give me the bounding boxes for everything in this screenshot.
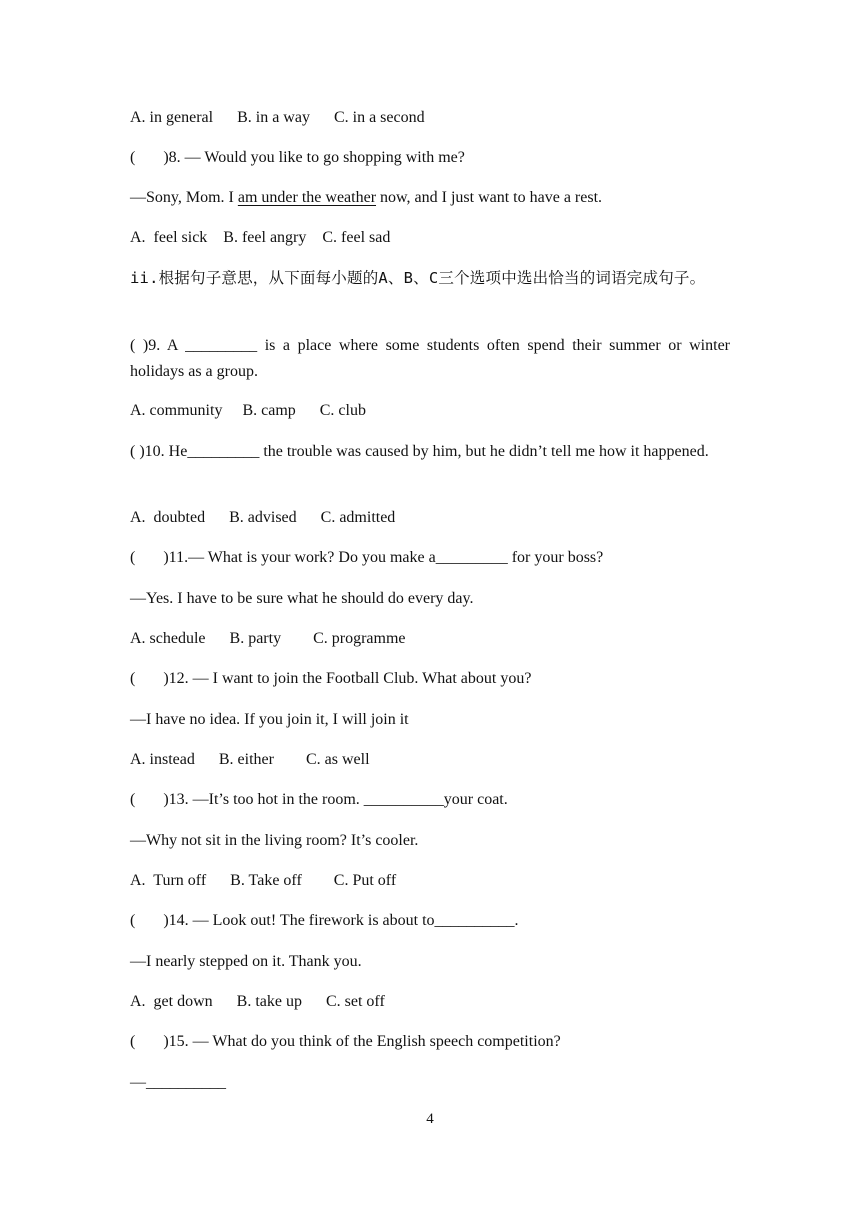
options-q14: A. get down B. take up C. set off: [130, 993, 385, 1010]
question-11: ( )11.— What is your work? Do you make a_________ for your boss?: [130, 549, 604, 566]
answer-q14: —I nearly stepped on it. Thank you.: [130, 953, 362, 970]
answer-q11: —Yes. I have to be sure what he should do every day.: [130, 590, 474, 607]
answer-q13: —Why not sit in the living room? It’s cooler.: [130, 832, 419, 849]
question-8: ( )8. — Would you like to go shopping with me?: [130, 149, 465, 166]
options-q9: A. community B. camp C. club: [130, 402, 366, 419]
options-q8: A. feel sick B. feel angry C. feel sad: [130, 229, 391, 246]
options-q13: A. Turn off B. Take off C. Put off: [130, 872, 397, 889]
options-q11: A. schedule B. party C. programme: [130, 630, 406, 647]
options-q12: A. instead B. either C. as well: [130, 751, 370, 768]
answer-q8-post: now, and I just want to have a rest.: [376, 189, 603, 206]
answer-q8-pre: —Sony, Mom. I: [130, 189, 238, 206]
options-q10: A. doubted B. advised C. admitted: [130, 509, 396, 526]
page-number: 4: [426, 1111, 434, 1127]
answer-q15: —__________: [130, 1074, 226, 1091]
section-heading-ii: ii.根据句子意思，从下面每小题的A、B、C三个选项中选出恰当的词语完成句子。: [130, 269, 706, 287]
question-14: ( )14. — Look out! The firework is about to__________.: [130, 912, 519, 929]
answer-q12: —I have no idea. If you join it, I will join it: [130, 711, 409, 728]
question-9: ( )9. A _________ is a place where some students often spend their summer or winter holidays as a group.: [130, 337, 730, 380]
question-15: ( )15. — What do you think of the English speech competition?: [130, 1033, 561, 1050]
answer-q8: [130, 188, 602, 208]
question-10: ( )10. He_________ the trouble was caused by him, but he didn’t tell me how it happened.: [130, 443, 709, 460]
options-q7: A. in general B. in a way C. in a second: [130, 109, 425, 126]
question-13: ( )13. —It’s too hot in the room. __________your coat.: [130, 791, 508, 808]
question-12: ( )12. — I want to join the Football Club. What about you?: [130, 670, 532, 687]
underlined-phrase: am under the weather: [237, 189, 377, 206]
